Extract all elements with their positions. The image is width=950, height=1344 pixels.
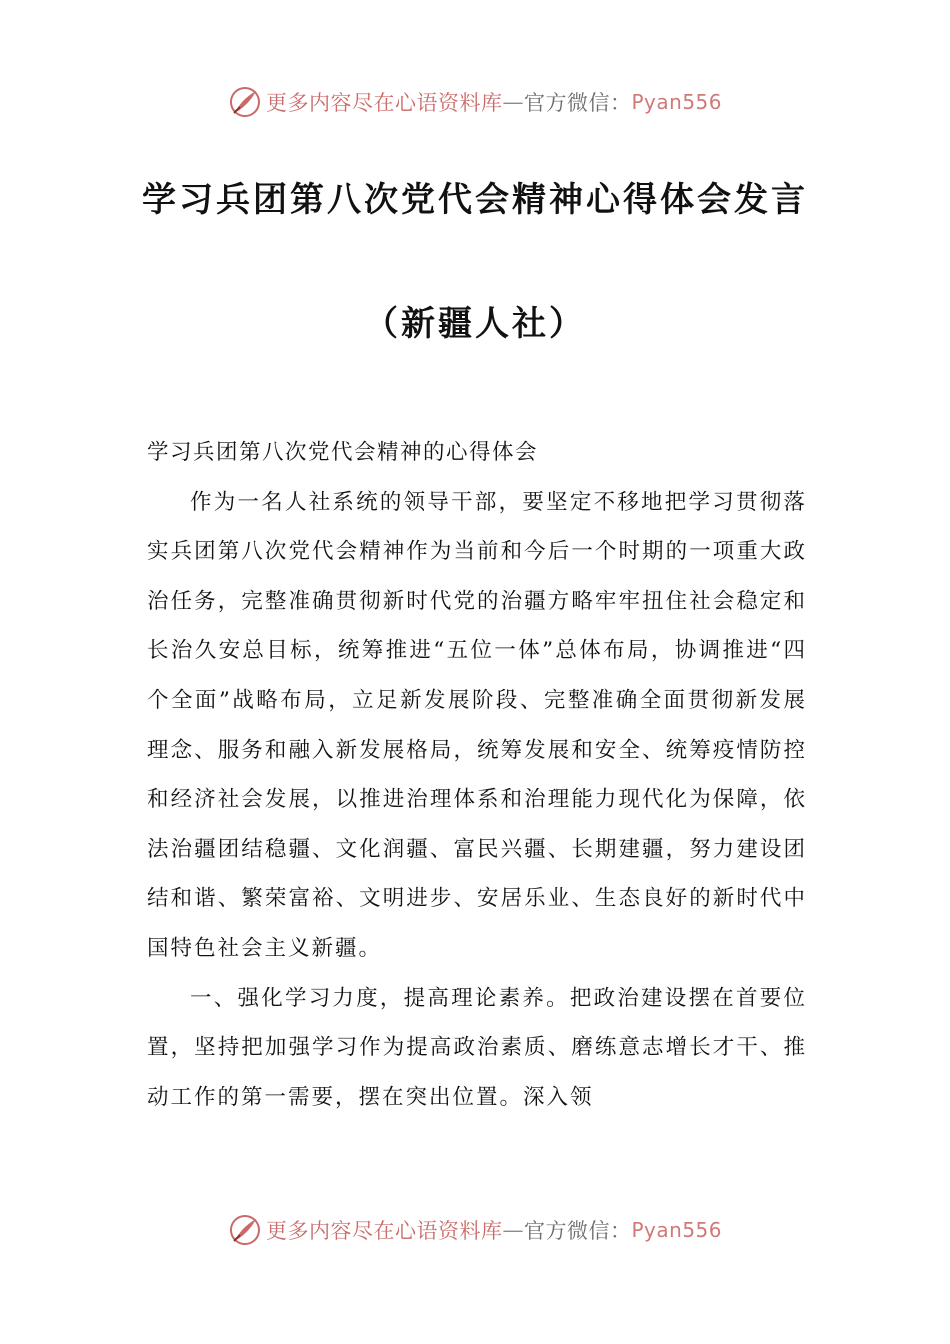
watermark-text: 更多内容尽在心语资料库	[265, 1219, 503, 1243]
quill-logo-icon	[228, 1213, 262, 1247]
paragraph-2: 一、强化学习力度，提高理论素养。把政治建设摆在首要位置，坚持把加强学习作为提高政治素质、磨练意志增长才干、推动工作的第一需要，摆在突出位置。深入领	[147, 985, 807, 1110]
watermark-separator: —	[502, 90, 524, 114]
watermark-wechat-label: 官方微信：	[523, 91, 632, 115]
document-title: 学习兵团第八次党代会精神心得体会发言	[142, 180, 808, 220]
document-subtitle: （新疆人社）	[364, 304, 586, 344]
footer-watermark	[0, 1210, 950, 1250]
watermark-wechat-label: 官方微信：	[523, 1219, 632, 1243]
watermark-wechat-id: Pyan556	[631, 90, 722, 114]
paragraph-1: 作为一名人社系统的领导干部，要坚定不移地把学习贯彻落实兵团第八次党代会精神作为当前和今后一个时期的一项重大政治任务，完整准确贯彻新时代党的治疆方略牢牢扭住社会稳定和长治久安总目标，统筹推进“五位一体”总体布局，协调推进“四个全面”战略布局，立足新发展阶段、完整准确全面贯彻新发展理念、服务和融入新发展格局，统筹发展和安全、统筹疫情防控和经济社会发展，以推进治理体系和治理能力现代化为保障，依法治疆团结稳疆、文化润疆、富民兴疆、长期建疆，努力建设团结和谐、繁荣富裕、文明进步、安居乐业、生态良好的新时代中国特色社会主义新疆。	[147, 489, 807, 961]
watermark-separator: —	[502, 1218, 524, 1242]
watermark-wechat-id: Pyan556	[631, 1218, 722, 1242]
header-watermark	[0, 82, 950, 122]
watermark-text: 更多内容尽在心语资料库	[265, 91, 503, 115]
document-body	[147, 428, 807, 1122]
section-heading: 学习兵团第八次党代会精神的心得体会	[147, 440, 539, 465]
quill-logo-icon	[228, 85, 262, 119]
